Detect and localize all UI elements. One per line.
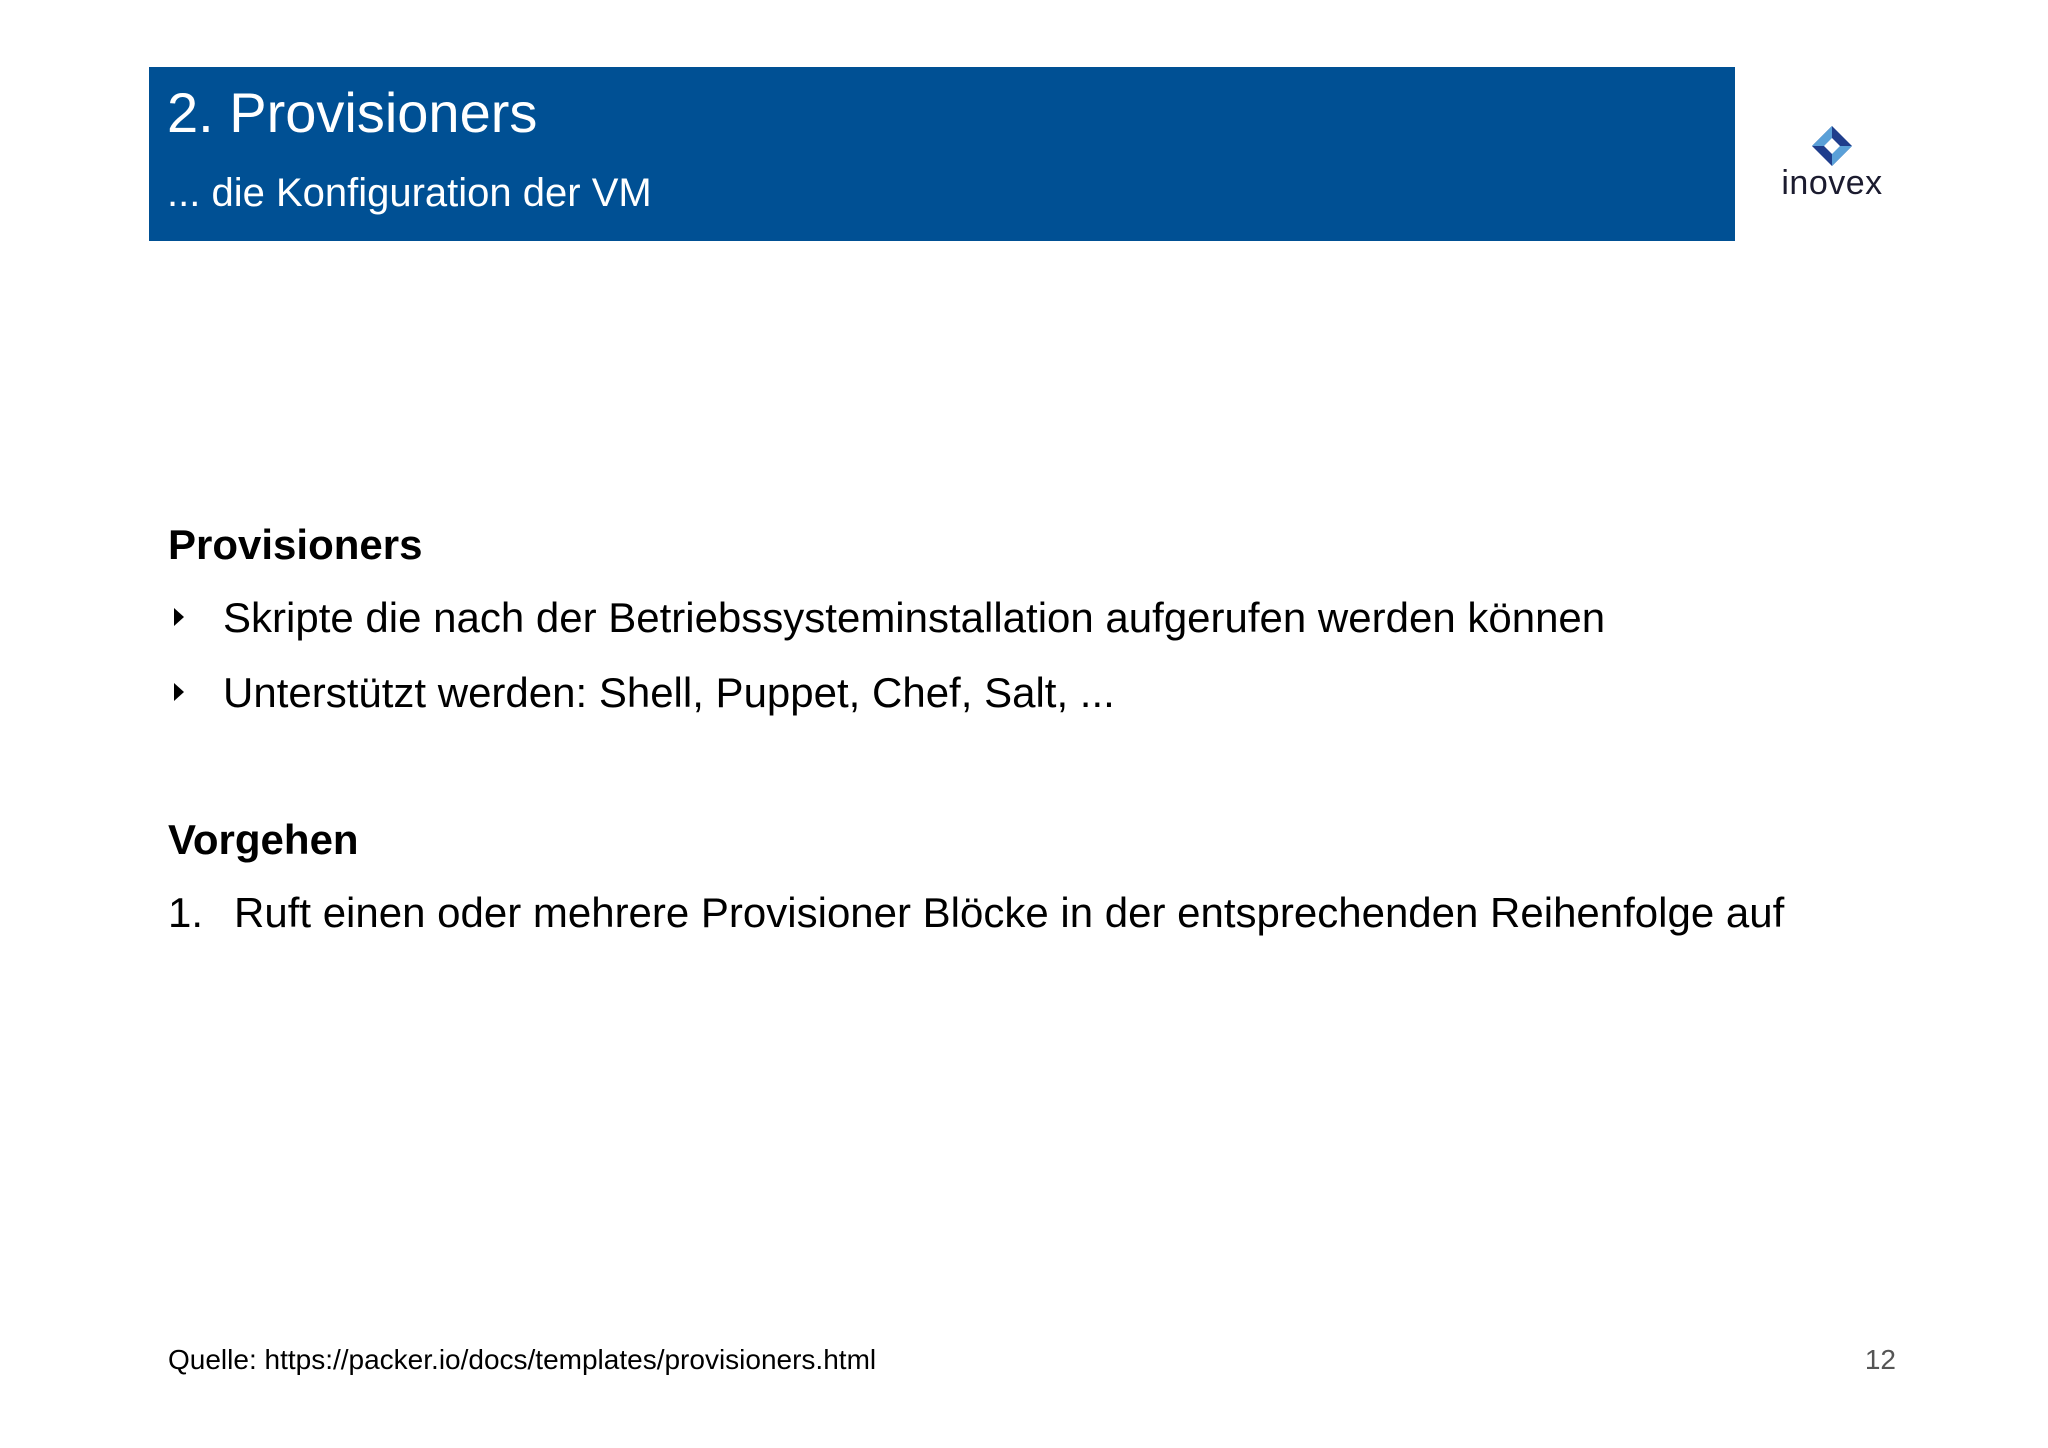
heading-vorgehen: Vorgehen <box>168 816 359 863</box>
page-number: 12 <box>1864 1344 1896 1375</box>
slide-title: 2. Provisioners <box>167 81 538 144</box>
triangle-right-icon <box>172 606 186 628</box>
bullet-text: Skripte die nach der Betriebssysteminstallation aufgerufen werden können <box>223 594 1606 641</box>
step-number: 1. <box>168 889 204 936</box>
inovex-logo <box>1772 120 1892 200</box>
logo-text: inovex <box>1781 164 1883 202</box>
bullet-text: Unterstützt werden: Shell, Puppet, Chef, Salt, ... <box>223 669 1115 716</box>
heading-provisioners: Provisioners <box>168 521 423 568</box>
step-text: Ruft einen oder mehrere Provisioner Blöcke in der entsprechenden Reihenfolge auf <box>234 889 1785 936</box>
header-bar <box>149 67 1735 241</box>
triangle-right-icon <box>172 681 186 703</box>
slide-subtitle: ... die Konfiguration der VM <box>167 171 652 215</box>
source-citation: Quelle: https://packer.io/docs/templates/provisioners.html <box>168 1344 877 1375</box>
inovex-diamond-icon <box>1810 124 1854 168</box>
